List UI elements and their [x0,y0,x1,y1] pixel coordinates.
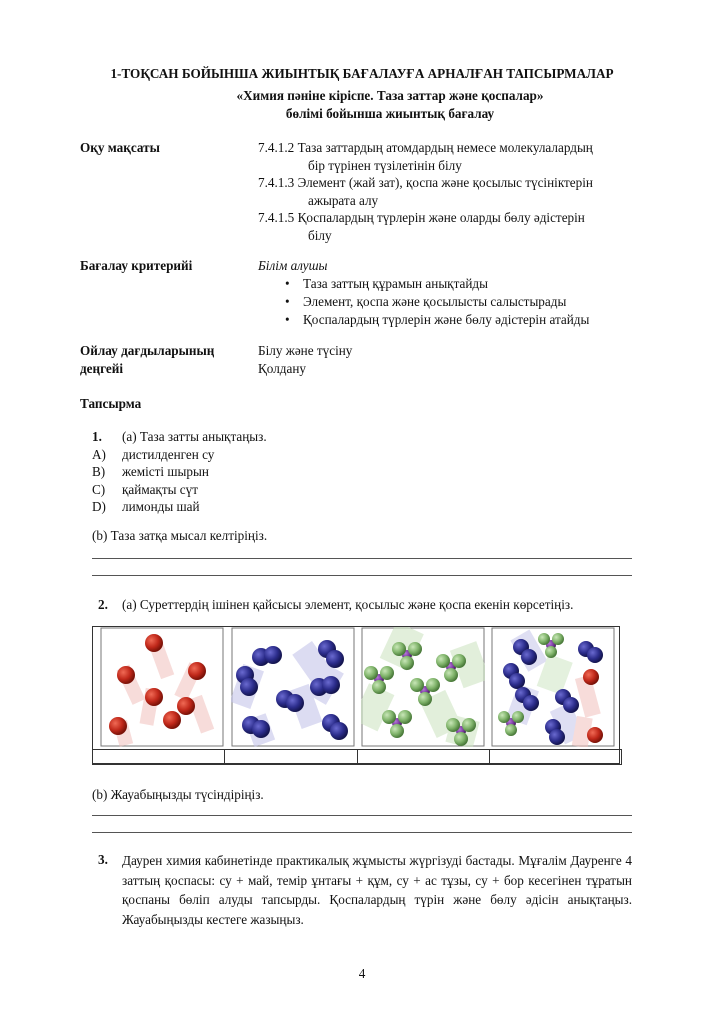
objective-text-cont: білу [308,227,332,243]
document-title: 1-ТОҚСАН БОЙЫНША ЖИЫНТЫҚ БАҒАЛАУҒА АРНАЛҒАН ТАПСЫРМАЛАР [110,66,614,81]
question-number: 2. [98,597,108,612]
question-text: (a) Таза затты анықтаңыз. [122,429,267,444]
bullet-icon: • [285,294,290,309]
answer-option: A) дистилденген су [92,446,215,462]
objective-text: Элемент (жай зат), қоспа және қосылыс түсініктерін [297,175,593,190]
subtitle-line-1: «Химия пәніне кіріспе. Таза заттар және қоспалар» [236,88,544,103]
answer-cell[interactable] [225,750,357,764]
answer-option: C) қаймақты сүт [92,481,198,497]
question-text: (a) Суреттердің ішінен қайсысы элемент, қосылыс және қоспа екенін көрсетіңіз. [122,597,574,612]
objective-code: 7.4.1.2 [258,140,295,155]
question-number: 3. [98,852,108,867]
question-1 [92,428,267,516]
criteria-intro: Білім алушы [258,258,328,273]
question-2 [98,597,573,613]
criteria-label: Бағалау критерийі [80,258,193,273]
question-text: Даурен химия кабинетінде практикалық жұмысты жүргізуді бастады. Мұғалім Дауренге 4 заттың қоспасы: су + май, темір ұнтағы + құм, су + ас тұзы, су + бор кесегінен тұратын қоспаны бөліп алуды тапсырды. Қоспалардың түрін және бөлу әдісін анықтаңыз. Жауабыңызды кестеге жазыңыз. [122,853,632,927]
objective-text: Таза заттардың атомдардың немесе молекулалардың [297,140,593,155]
answer-line[interactable] [92,558,632,559]
criteria-bullet: • Қоспалардың түрлерін және бөлу әдістерін атайды [285,312,590,327]
question-3 [98,851,632,929]
subtitle-line-2: бөлімі бойынша жиынтық бағалау [285,106,495,121]
objective-text-cont: бір түрінен түзілетінін білу [308,157,462,173]
criteria-bullets [258,275,648,329]
objective-item [258,209,648,227]
answer-table-row [92,749,622,765]
bullet-icon: • [285,312,290,327]
question-1b: (b) Таза затқа мысал келтіріңіз. [92,528,268,543]
answer-line[interactable] [92,815,632,816]
molecule-panel-compound [361,627,485,747]
answer-cell[interactable] [93,750,225,764]
skills-levels: Білу және түсіну Қолдану [258,343,353,376]
criteria-bullet: • Элемент, қоспа және қосылысты салыстырады [285,294,567,309]
answer-cell[interactable] [490,750,621,764]
objective-code: 7.4.1.5 [258,210,295,225]
question-2b: (b) Жауабыңызды түсіндіріңіз. [92,787,264,802]
answer-option: D) лимонды шай [92,499,200,514]
criteria-block [258,257,648,329]
question-number: 1. [92,429,102,444]
task-label: Тапсырма [80,396,142,411]
objective-text: Қоспалардың түрлерін және оларды бөлу әдістерін [297,210,585,225]
objective-code: 7.4.1.3 [258,175,295,190]
objectives-list [258,139,648,244]
answer-line[interactable] [92,575,632,576]
criteria-bullet: • Таза заттың құрамын анықтайды [285,276,488,291]
answer-option: B) жемісті шырын [92,464,209,479]
objective-text-cont: ажырата алу [308,192,379,208]
molecule-panel-diatomic [231,627,355,747]
bullet-icon: • [285,276,290,291]
answer-line[interactable] [92,832,632,833]
molecule-panel-mixture [491,627,615,747]
objectives-label: Оқу мақсаты [80,140,160,155]
answer-cell[interactable] [358,750,490,764]
objective-item [258,174,648,192]
skills-label: Ойлау дағдыларының деңгейі [80,343,215,376]
objective-item [258,139,648,157]
molecule-panel-element [100,627,224,747]
document-subtitle [160,87,620,123]
page-number: 4 [358,966,366,981]
